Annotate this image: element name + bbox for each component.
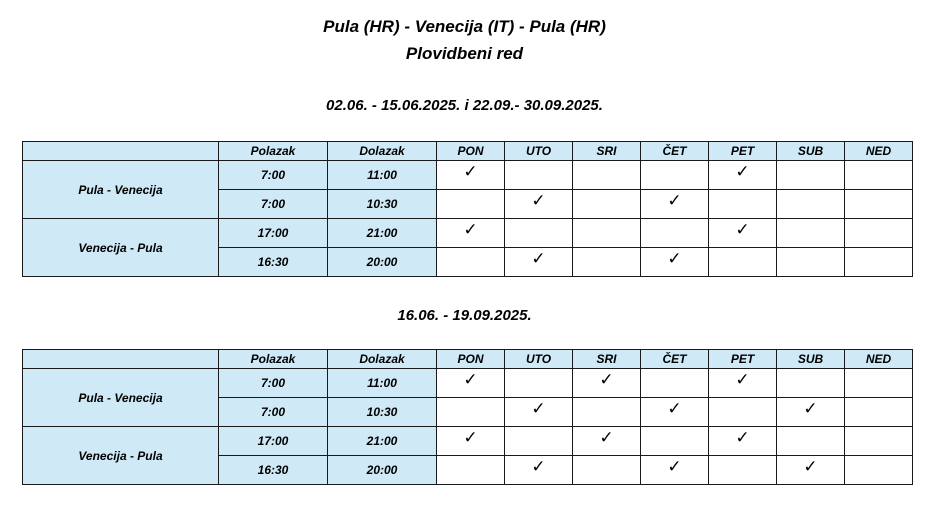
- day-cell: [845, 219, 913, 248]
- header-cell: ČET: [641, 142, 709, 161]
- check-mark-icon: ✓: [667, 190, 682, 211]
- day-cell: [709, 427, 777, 456]
- day-cell: [573, 456, 641, 485]
- arrival-time-cell: 10:30: [328, 190, 437, 219]
- check-mark-icon: ✓: [531, 190, 546, 211]
- departure-time-cell: 17:00: [219, 219, 328, 248]
- table-row: [23, 427, 913, 456]
- day-cell: [573, 398, 641, 427]
- day-cell: [845, 190, 913, 219]
- check-mark-icon: ✓: [667, 456, 682, 477]
- day-cell: [641, 427, 709, 456]
- day-cell: [505, 190, 573, 219]
- arrival-time-cell: 20:00: [328, 456, 437, 485]
- day-cell: [709, 190, 777, 219]
- period-label-2: 16.06. - 19.09.2025.: [397, 307, 532, 324]
- departure-time-cell: 7:00: [219, 369, 328, 398]
- day-cell: [505, 456, 573, 485]
- header-cell: ČET: [641, 350, 709, 369]
- day-cell: [573, 219, 641, 248]
- day-cell: [845, 369, 913, 398]
- day-cell: [437, 456, 505, 485]
- header-cell: SUB: [777, 142, 845, 161]
- check-mark-icon: ✓: [599, 427, 614, 448]
- day-cell: [573, 427, 641, 456]
- day-cell: [709, 161, 777, 190]
- day-cell: [845, 456, 913, 485]
- day-cell: [709, 456, 777, 485]
- day-cell: [641, 219, 709, 248]
- day-cell: [777, 190, 845, 219]
- arrival-time-cell: 11:00: [328, 369, 437, 398]
- check-mark-icon: ✓: [531, 398, 546, 419]
- check-mark-icon: ✓: [463, 369, 478, 390]
- day-cell: [709, 398, 777, 427]
- day-cell: [777, 456, 845, 485]
- header-cell: PON: [437, 142, 505, 161]
- departure-time-cell: 16:30: [219, 456, 328, 485]
- day-cell: [845, 398, 913, 427]
- header-cell: Dolazak: [328, 142, 437, 161]
- check-mark-icon: ✓: [599, 369, 614, 390]
- day-cell: [573, 190, 641, 219]
- table-row: [23, 369, 913, 398]
- header-cell: SRI: [573, 350, 641, 369]
- arrival-time-cell: 20:00: [328, 248, 437, 277]
- header-cell: Polazak: [219, 142, 328, 161]
- day-cell: [437, 161, 505, 190]
- day-cell: [437, 248, 505, 277]
- day-cell: [777, 427, 845, 456]
- day-cell: [845, 161, 913, 190]
- day-cell: [709, 248, 777, 277]
- day-cell: [709, 369, 777, 398]
- day-cell: [437, 219, 505, 248]
- table-header-row: [23, 350, 913, 369]
- route-name-cell: Pula - Venecija: [23, 161, 219, 219]
- departure-time-cell: 16:30: [219, 248, 328, 277]
- day-cell: [641, 248, 709, 277]
- day-cell: [641, 369, 709, 398]
- departure-time-cell: 17:00: [219, 427, 328, 456]
- check-mark-icon: ✓: [735, 427, 750, 448]
- arrival-time-cell: 11:00: [328, 161, 437, 190]
- day-cell: [641, 398, 709, 427]
- day-cell: [845, 248, 913, 277]
- header-cell: UTO: [505, 142, 573, 161]
- header-cell: PET: [709, 142, 777, 161]
- day-cell: [777, 161, 845, 190]
- day-cell: [573, 369, 641, 398]
- day-cell: [505, 248, 573, 277]
- check-mark-icon: ✓: [735, 161, 750, 182]
- header-cell: PON: [437, 350, 505, 369]
- route-name-cell: Venecija - Pula: [23, 219, 219, 277]
- day-cell: [777, 369, 845, 398]
- day-cell: [505, 161, 573, 190]
- day-cell: [641, 161, 709, 190]
- page-subtitle: Plovidbeni red: [405, 44, 524, 63]
- route-name-cell: Pula - Venecija: [23, 369, 219, 427]
- arrival-time-cell: 21:00: [328, 427, 437, 456]
- check-mark-icon: ✓: [803, 456, 818, 477]
- day-cell: [505, 219, 573, 248]
- day-cell: [573, 248, 641, 277]
- header-cell-blank: [23, 350, 219, 369]
- check-mark-icon: ✓: [735, 369, 750, 390]
- route-name-cell: Venecija - Pula: [23, 427, 219, 485]
- header-cell: UTO: [505, 350, 573, 369]
- check-mark-icon: ✓: [803, 398, 818, 419]
- day-cell: [777, 398, 845, 427]
- day-cell: [641, 456, 709, 485]
- table-header-row: [23, 142, 913, 161]
- header-cell: Polazak: [219, 350, 328, 369]
- header-cell: PET: [709, 350, 777, 369]
- day-cell: [777, 219, 845, 248]
- header-cell: SUB: [777, 350, 845, 369]
- day-cell: [437, 398, 505, 427]
- header-cell: SRI: [573, 142, 641, 161]
- period-label-1: 02.06. - 15.06.2025. i 22.09.- 30.09.2025.: [326, 97, 603, 114]
- header-cell: NED: [845, 350, 913, 369]
- day-cell: [437, 369, 505, 398]
- header-cell-blank: [23, 142, 219, 161]
- day-cell: [641, 190, 709, 219]
- day-cell: [505, 369, 573, 398]
- table-row: [23, 219, 913, 248]
- day-cell: [437, 427, 505, 456]
- check-mark-icon: ✓: [531, 248, 546, 269]
- schedule-table-1: [22, 141, 913, 277]
- check-mark-icon: ✓: [463, 427, 478, 448]
- day-cell: [845, 427, 913, 456]
- arrival-time-cell: 10:30: [328, 398, 437, 427]
- check-mark-icon: ✓: [463, 219, 478, 240]
- table-row: [23, 161, 913, 190]
- departure-time-cell: 7:00: [219, 190, 328, 219]
- header-cell: Dolazak: [328, 350, 437, 369]
- departure-time-cell: 7:00: [219, 398, 328, 427]
- check-mark-icon: ✓: [531, 456, 546, 477]
- departure-time-cell: 7:00: [219, 161, 328, 190]
- day-cell: [437, 190, 505, 219]
- page-title: Pula (HR) - Venecija (IT) - Pula (HR): [323, 17, 606, 36]
- day-cell: [505, 427, 573, 456]
- day-cell: [505, 398, 573, 427]
- schedule-table-2: [22, 349, 913, 485]
- day-cell: [573, 161, 641, 190]
- arrival-time-cell: 21:00: [328, 219, 437, 248]
- check-mark-icon: ✓: [735, 219, 750, 240]
- check-mark-icon: ✓: [667, 398, 682, 419]
- check-mark-icon: ✓: [667, 248, 682, 269]
- day-cell: [709, 219, 777, 248]
- header-cell: NED: [845, 142, 913, 161]
- check-mark-icon: ✓: [463, 161, 478, 182]
- day-cell: [777, 248, 845, 277]
